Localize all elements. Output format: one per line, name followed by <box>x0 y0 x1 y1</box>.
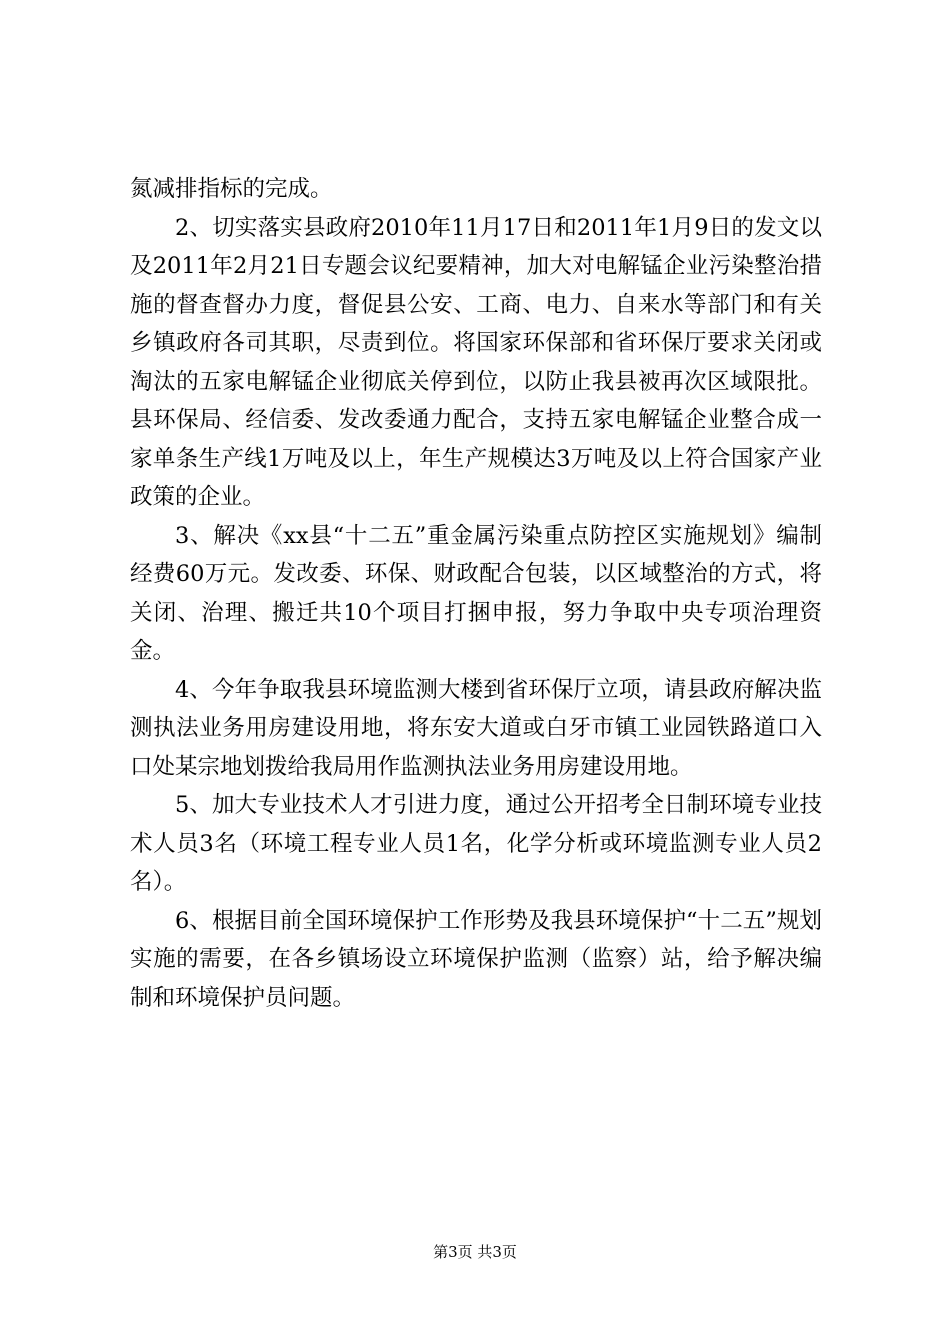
paragraph-item-6: 6、根据目前全国环境保护工作形势及我县环境保护“十二五”规划实施的需要，在各乡镇场设立环境保护监测（监察）站，给予解决编制和环境保护员问题。 <box>130 907 822 1011</box>
paragraph-item-4: 4、今年争取我县环境监测大楼到省环保厅立项，请县政府解决监测执法业务用房建设用地，将东安大道或白牙市镇工业园铁路道口入口处某宗地划拨给我局用作监测执法业务用房建设用地。 <box>130 676 822 780</box>
paragraph-item-3: 3、解决《xx县“十二五”重金属污染重点防控区实施规划》编制经费60万元。发改委、环保、财政配合包装，以区域整治的方式，将关闭、治理、搬迁共10个项目打捆申报，努力争取中央专项治理资金。 <box>130 522 822 664</box>
paragraph-item-2: 2、切实落实县政府2010年11月17日和2011年1月9日的发文以及2011年2月21日专题会议纪要精神，加大对电解锰企业污染整治措施的督查督办力度，督促县公安、工商、电力、自来水等部门和有关乡镇政府各司其职，尽责到位。将国家环保部和省环保厅要求关闭或淘汰的五家电解锰企业彻底关停到位，以防止我县被再次区域限批。县环保局、经信委、发改委通力配合，支持五家电解锰企业整合成一家单条生产线1万吨及以上，年生产规模达3万吨及以上符合国家产业政策的企业。 <box>130 214 822 510</box>
document-body <box>130 170 822 1017</box>
page-footer: 第3页 共3页 <box>433 1243 517 1261</box>
paragraph-item-5: 5、加大专业技术人才引进力度，通过公开招考全日制环境专业技术人员3名（环境工程专业人员1名，化学分析或环境监测专业人员2名）。 <box>130 792 822 895</box>
paragraph-continuation: 氮减排指标的完成。 <box>130 176 333 202</box>
